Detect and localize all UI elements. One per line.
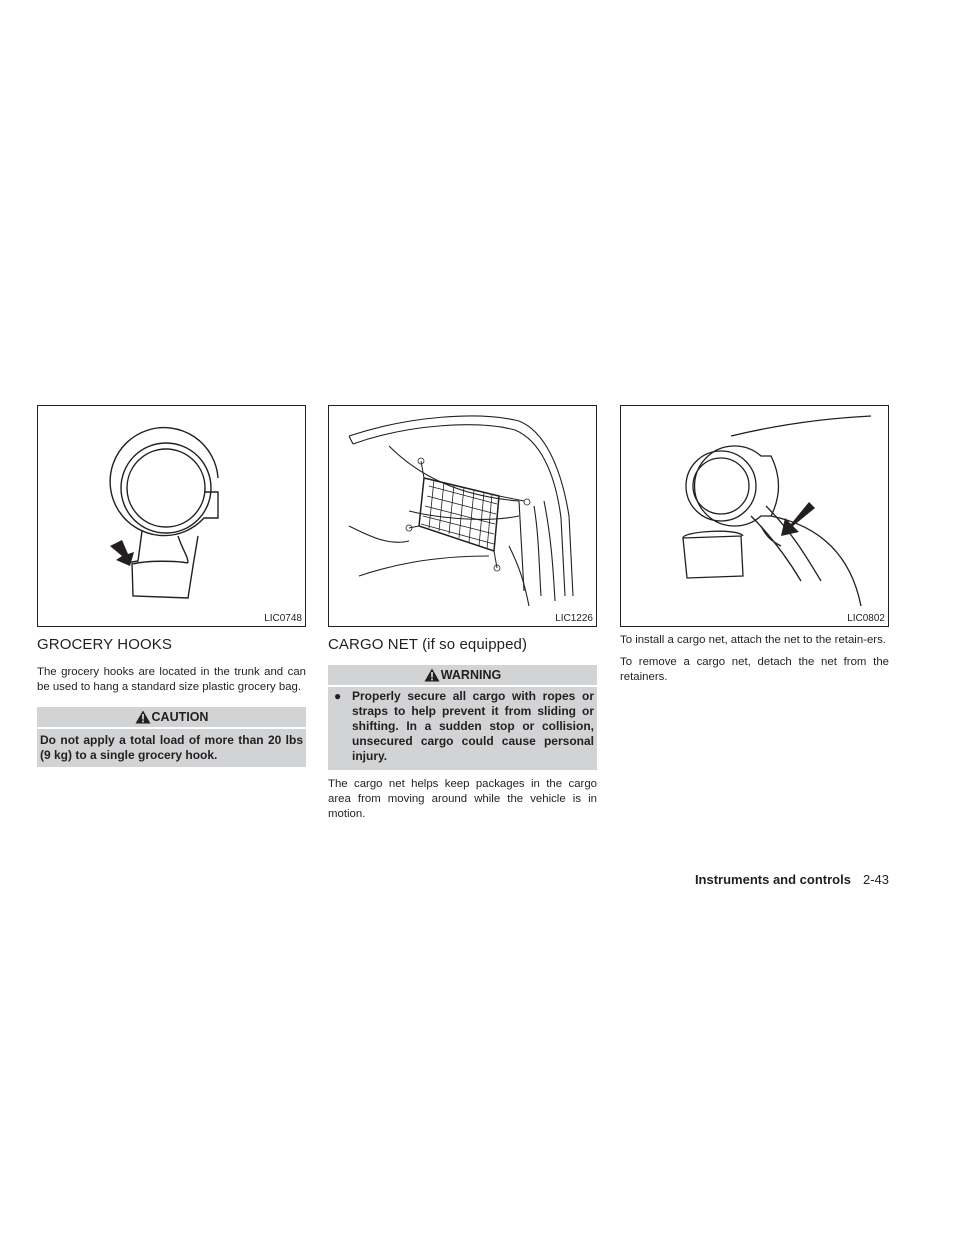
cargo-net-drawing — [329, 406, 596, 626]
page-number: 2-43 — [862, 872, 889, 887]
arrow-icon — [110, 540, 134, 566]
page-footer — [695, 872, 889, 887]
body-paragraph: To remove a cargo net, detach the net from the retainers. — [620, 656, 889, 683]
caution-box — [37, 707, 306, 767]
warning-header — [328, 665, 597, 687]
warning-triangle-icon — [135, 710, 151, 724]
warning-box — [328, 665, 597, 770]
retainer-drawing — [621, 406, 888, 626]
caution-text: Do not apply a total load of more than 20 lbs (9 kg) to a single grocery hook. — [40, 733, 303, 762]
warning-bullet-text: Properly secure all cargo with ropes or straps to help prevent it from sliding or shifting. In a sudden stop or collision, unsecured cargo could cause personal injury. — [352, 689, 594, 763]
section-heading: GROCERY HOOKS — [37, 636, 172, 653]
column-cargo-net-retainer — [620, 405, 889, 685]
footer-section-title: Instruments and controls — [694, 872, 851, 887]
figure-id: LIC0748 — [264, 613, 302, 624]
body-paragraph: The grocery hooks are located in the trunk and can be used to hang a standard size plastic grocery bag. — [37, 666, 306, 693]
grocery-hook-drawing — [38, 406, 305, 626]
column-cargo-net — [328, 405, 597, 822]
bullet-icon: ● — [334, 689, 342, 703]
body-paragraph: To install a cargo net, attach the net to the retain-ers. — [620, 634, 886, 646]
cargo-net-retainer-illustration — [620, 405, 889, 627]
caution-header — [37, 707, 306, 729]
caution-label: CAUTION — [151, 710, 209, 724]
column-grocery-hooks — [37, 405, 306, 767]
arrow-icon — [781, 502, 815, 536]
warning-text — [328, 687, 597, 770]
section-heading: CARGO NET (if so equipped) — [328, 636, 528, 653]
figure-id: LIC1226 — [555, 613, 593, 624]
figure-id: LIC0802 — [847, 613, 885, 624]
body-paragraph: The cargo net helps keep packages in the cargo area from moving around while the vehicle is in motion. — [328, 778, 597, 820]
warning-label: WARNING — [440, 668, 502, 682]
grocery-hook-illustration — [37, 405, 306, 627]
warning-triangle-icon — [424, 668, 440, 682]
warning-bullet — [331, 689, 594, 764]
cargo-net-illustration — [328, 405, 597, 627]
